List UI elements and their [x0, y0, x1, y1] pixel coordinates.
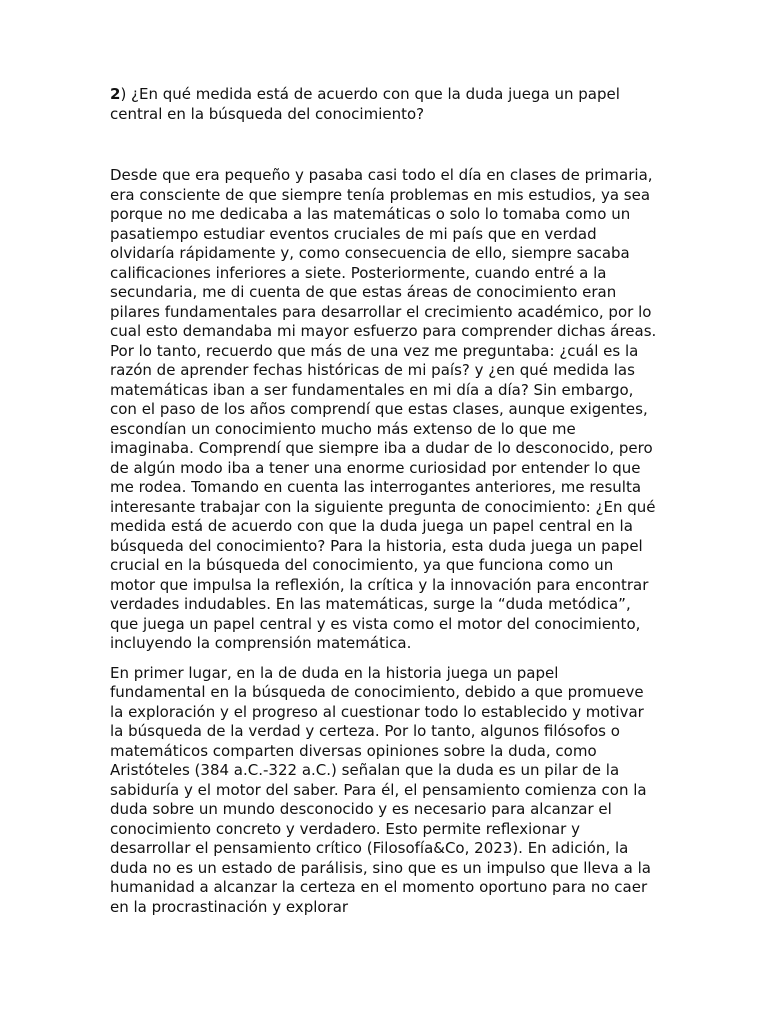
question-heading [110, 85, 658, 124]
body-paragraph-1: Desde que era pequeño y pasaba casi todo el día en clases de primaria, era consciente de que siempre tenía problemas en mis estudios, ya sea porque no me dedicaba a las matemáticas o solo lo tomaba como un pasatiempo estudiar eventos cruciales de mi país que en verdad olvidaría rápidamente y, como consecuencia de ello, siempre sacaba calificaciones inferiores a siete. Posteriormente, cuando entré a la secundaria, me di cuenta de que estas áreas de conocimiento eran pilares fundamentales para desarrollar el crecimiento académico, por lo cual esto demandaba mi mayor esfuerzo para comprender dichas áreas. Por lo tanto, recuerdo que más de una vez me preguntaba: ¿cuál es la razón de aprender fechas históricas de mi país? y ¿en qué medida las matemáticas iban a ser fundamentales en mi día a día? Sin embargo, con el paso de los años comprendí que estas clases, aunque exigentes, escondían un conocimiento mucho más extenso de lo que me imaginaba. Comprendí que siempre iba a dudar de lo desconocido, pero de algún modo iba a tener una enorme curiosidad por entender lo que me rodea. Tomando en cuenta las interrogantes anteriores, me resulta interesante trabajar con la siguiente pregunta de conocimiento: ¿En qué medida está de acuerdo con que la duda juega un papel central en la búsqueda del conocimiento? Para la historia, esta duda juega un papel crucial en la búsqueda del conocimiento, ya que funciona como un motor que impulsa la reflexión, la crítica y la innovación para encontrar verdades indudables. En las matemáticas, surge la “duda metódica”, que juega un papel central y es vista como el motor del conocimiento, incluyendo la comprensión matemática. [110, 166, 657, 652]
body-paragraph-2: En primer lugar, en la de duda en la historia juega un papel fundamental en la búsqueda de conocimiento, debido a que promueve la exploración y el progreso al cuestionar todo lo establecido y motivar la búsqueda de la verdad y certeza. Por lo tanto, algunos filósofos o matemáticos comparten diversas opiniones sobre la duda, como Aristóteles (384 a.C.-322 a.C.) señalan que la duda es un pilar de la sabiduría y el motor del saber. Para él, el pensamiento comienza con la duda sobre un mundo desconocido y es necesario para alcanzar el conocimiento concreto y verdadero. Esto permite reflexionar y desarrollar el pensamiento crítico (Filosofía&Co, 2023). En adición, la duda no es un estado de parálisis, sino que es un impulso que lleva a la humanidad a alcanzar la certeza en el momento oportuno para no caer en la procrastinación y explorar [110, 663, 651, 916]
question-number: 2 [110, 85, 121, 103]
question-text: ) ¿En qué medida está de acuerdo con que la duda juega un papel central en la búsqueda del conocimiento? [110, 85, 620, 123]
document-page [110, 85, 658, 917]
